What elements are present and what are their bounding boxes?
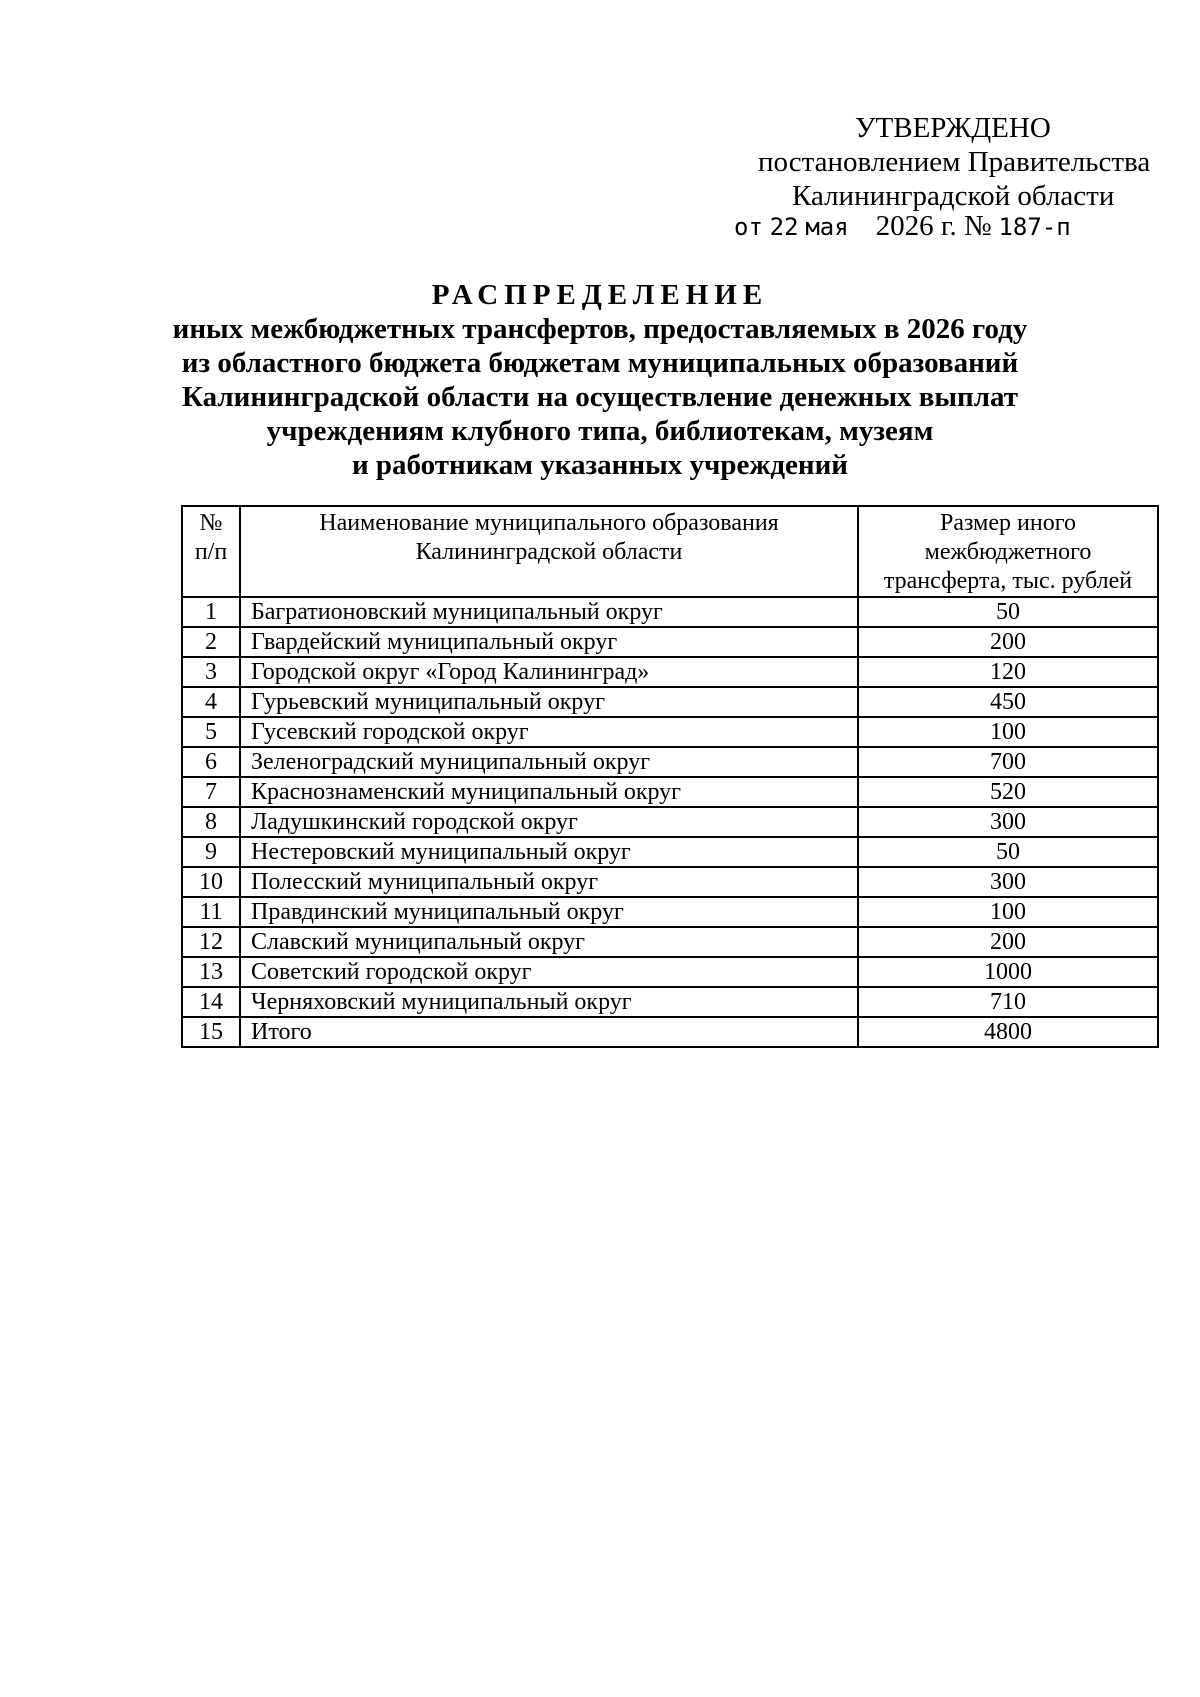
row-value-cell: 100 <box>858 717 1158 747</box>
table-row <box>182 987 1158 1017</box>
header-number <box>182 506 240 597</box>
row-number-cell: 14 <box>182 987 240 1017</box>
row-name-cell: Гусевский городской округ <box>240 717 858 747</box>
row-name-cell: Советский городской округ <box>240 957 858 987</box>
header-value-line: Размер иного <box>940 510 1076 536</box>
title-line: Калининградской области на осуществление денежных выплат <box>181 381 1018 413</box>
table-row <box>182 837 1158 867</box>
row-name-cell: Славский муниципальный округ <box>240 927 858 957</box>
row-value-cell: 120 <box>858 657 1158 687</box>
table-row <box>182 627 1158 657</box>
row-number-cell: 9 <box>182 837 240 867</box>
row-name-cell: Ладушкинский городской округ <box>240 807 858 837</box>
row-name-cell: Итого <box>240 1017 858 1047</box>
table-row <box>182 717 1158 747</box>
approval-date-line <box>734 210 1071 243</box>
row-number-cell: 11 <box>182 897 240 927</box>
table-row <box>182 807 1158 837</box>
row-name-cell: Черняховский муниципальный округ <box>240 987 858 1017</box>
table-row <box>182 927 1158 957</box>
row-number-cell: 6 <box>182 747 240 777</box>
row-value-cell: 50 <box>858 597 1158 627</box>
title-line: иных межбюджетных трансфертов, предоставляемых в 2026 году <box>172 313 1028 345</box>
row-value-cell: 100 <box>858 897 1158 927</box>
header-name-line: Наименование муниципального образования <box>319 510 779 536</box>
table-row <box>182 597 1158 627</box>
row-number-cell: 10 <box>182 867 240 897</box>
row-number-cell: 4 <box>182 687 240 717</box>
title-line: учреждениям клубного типа, библиотекам, музеям <box>266 415 934 447</box>
row-value-cell: 200 <box>858 627 1158 657</box>
table-row <box>182 747 1158 777</box>
date-year: 2026 г. № <box>875 210 992 242</box>
row-name-cell: Полесский муниципальный округ <box>240 867 858 897</box>
row-name-cell: Городской округ «Город Калининград» <box>240 657 858 687</box>
row-name-cell: Зеленоградский муниципальный округ <box>240 747 858 777</box>
row-name-cell: Нестеровский муниципальный округ <box>240 837 858 867</box>
approval-heading: УТВЕРЖДЕНО <box>855 112 1051 144</box>
header-number-symbol: № <box>199 510 223 536</box>
row-value-cell: 300 <box>858 807 1158 837</box>
row-value-cell: 1000 <box>858 957 1158 987</box>
row-value-cell: 700 <box>858 747 1158 777</box>
doc-number: 187-п <box>998 213 1071 241</box>
date-month: мая <box>805 213 849 241</box>
row-value-cell: 520 <box>858 777 1158 807</box>
approval-line-resolution: постановлением Правительства <box>758 146 1151 178</box>
table-row <box>182 1017 1158 1047</box>
title-line: и работникам указанных учреждений <box>351 449 849 481</box>
row-number-cell: 8 <box>182 807 240 837</box>
document-title <box>0 278 1200 482</box>
approval-line-region: Калининградской области <box>792 180 1115 212</box>
header-name-line: Калининградской области <box>415 539 683 565</box>
row-number-cell: 7 <box>182 777 240 807</box>
header-value-line: межбюджетного <box>924 539 1092 565</box>
row-value-cell: 200 <box>858 927 1158 957</box>
row-name-cell: Багратионовский муниципальный округ <box>240 597 858 627</box>
table-row <box>182 897 1158 927</box>
row-value-cell: 300 <box>858 867 1158 897</box>
row-number-cell: 2 <box>182 627 240 657</box>
row-value-cell: 710 <box>858 987 1158 1017</box>
title-heading: РАСПРЕДЕЛЕНИЕ <box>431 279 769 311</box>
row-number-cell: 13 <box>182 957 240 987</box>
table-row <box>182 777 1158 807</box>
row-value-cell: 450 <box>858 687 1158 717</box>
date-day: 22 <box>769 213 799 241</box>
header-name <box>240 506 858 597</box>
header-value-line: трансферта, тыс. рублей <box>883 568 1133 594</box>
row-name-cell: Гурьевский муниципальный округ <box>240 687 858 717</box>
row-number-cell: 5 <box>182 717 240 747</box>
table-row <box>182 957 1158 987</box>
row-name-cell: Гвардейский муниципальный округ <box>240 627 858 657</box>
row-value-cell: 4800 <box>858 1017 1158 1047</box>
row-number-cell: 1 <box>182 597 240 627</box>
row-number-cell: 12 <box>182 927 240 957</box>
table-header-row <box>182 506 1158 597</box>
row-number-cell: 15 <box>182 1017 240 1047</box>
table-row <box>182 687 1158 717</box>
table-row <box>182 657 1158 687</box>
row-name-cell: Правдинский муниципальный округ <box>240 897 858 927</box>
distribution-table <box>181 505 1159 1048</box>
header-number-abbr: п/п <box>194 539 228 565</box>
row-number-cell: 3 <box>182 657 240 687</box>
row-name-cell: Краснознаменский муниципальный округ <box>240 777 858 807</box>
date-prefix: от <box>734 213 763 241</box>
title-line: из областного бюджета бюджетам муниципальных образований <box>181 347 1019 379</box>
header-value <box>858 506 1158 597</box>
table-row <box>182 867 1158 897</box>
row-value-cell: 50 <box>858 837 1158 867</box>
